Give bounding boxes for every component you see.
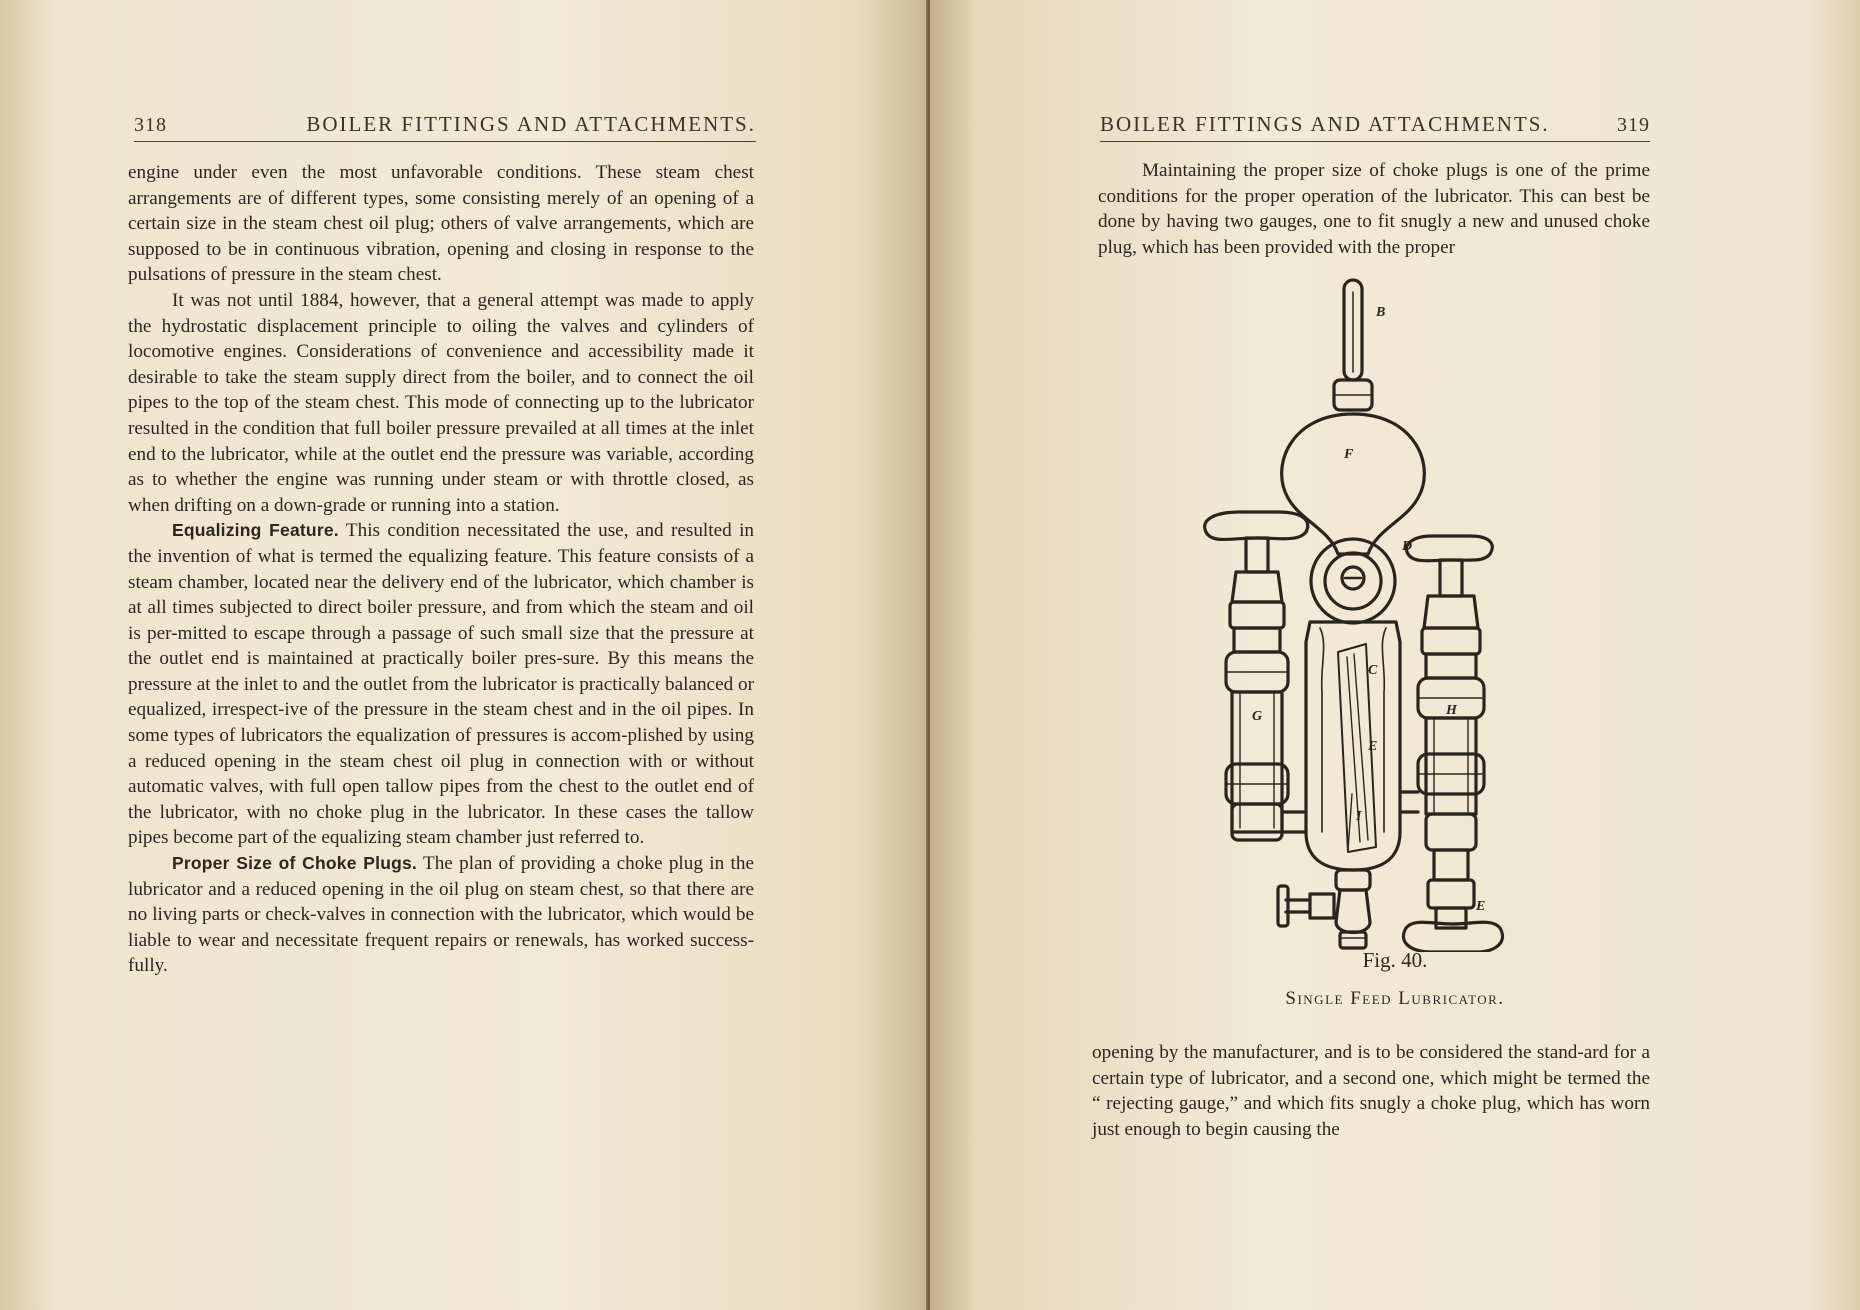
sidehead-equalizing-feature: Equalizing Feature. — [172, 520, 339, 541]
figure-number: Fig. 40. — [1362, 948, 1428, 972]
left-running-title: BOILER FITTINGS AND ATTACHMENTS. — [306, 112, 756, 136]
lubricator-illustration — [1170, 272, 1560, 952]
right-paragraph-top: Maintaining the proper size of choke plugs is one of the prime conditions for the proper operation of the lubricator. This can best be done by having two gauges, one to fit snugly a new and unused choke plug, which has been provided with the proper — [1098, 160, 1650, 258]
right-paragraph-bottom: opening by the manufacturer, and is to be considered the stand-ard for a certain type of lubricator, and a second one, which might be termed the “ rejecting gauge,” and which fits snugly a choke plug, which has worn just enough to begin causing the — [1092, 1042, 1650, 1140]
paragraph-text: The plan of providing a choke plug in the lubricator and a reduced opening in the oil plug on steam chest, so that there are no living parts or check-valves in connection with the lubricator, which would be liable to wear and necessitate frequent repairs or renewals, has worked success-fully. — [128, 853, 754, 977]
label-d: D — [1402, 539, 1413, 554]
label-i: I — [1356, 809, 1362, 824]
left-paragraph-2 — [128, 288, 754, 518]
label-b: B — [1376, 305, 1386, 320]
paragraph-text: engine under even the most unfavorable conditions. These steam chest arrangements are of different types, some consisting merely of an opening of a certain size in the steam chest oil plug; others of valve arrangements, which are supposed to be in continuous vibration, opening and closing in response to the pulsations of pressure in the steam chest. — [128, 162, 754, 286]
figure-caption-text: Single Feed Lubricator. — [1285, 988, 1505, 1009]
right-top-text — [1098, 158, 1650, 260]
label-g: G — [1252, 709, 1263, 724]
left-body-text — [128, 160, 754, 979]
left-paragraph-3 — [128, 518, 754, 851]
right-running-title: BOILER FITTINGS AND ATTACHMENTS. — [1100, 112, 1550, 136]
sidehead-choke-plugs: Proper Size of Choke Plugs. — [172, 853, 417, 874]
left-folio: 318 — [134, 114, 167, 136]
right-page — [930, 0, 1860, 1310]
right-folio: 319 — [1617, 114, 1650, 136]
left-paragraph-4 — [128, 851, 754, 979]
right-bottom-text — [1092, 1040, 1650, 1142]
paragraph-text: It was not until 1884, however, that a general attempt was made to apply the hydrostatic displacement principle to oiling the valves and cylinders of locomotive engines. Considerations of convenience and accessibility made it desirable to take the steam supply direct from the boiler, and to connect the oil pipes to the top of the steam chest. This mode of connecting up to the lubricator resulted in the condition that full boiler pressure prevailed at all times at the inlet end to the lubricator, while at the outlet end the pressure was variable, according as to whether the engine was running under steam or with throttle closed, as when drifting on a down-grade or running into a station. — [128, 289, 754, 516]
label-f: F — [1344, 447, 1354, 462]
label-c: C — [1368, 663, 1378, 678]
paragraph-text: This condition necessitated the use, and resulted in the invention of what is termed the equalizing feature. This feature consists of a steam chamber, located near the delivery end of the lubricator, which chamber is at all times subjected to direct boiler pressure, and from which the steam and oil is per-mitted to escape through a passage of such small size that the pressure at the outlet end is maintained at practically boiler pres-sure. By this means the pressure at the inlet to and the outlet from the lubricator is practically balanced or equalized, irrespect-ive of the pressure in the steam chest and in the oil pipes. In some types of lubricators the equalization of pressures is accom-plished by using a reduced opening in the steam chest oil plug in connection with or without automatic valves, with full open tallow pipes from the chest to the outlet end of the lubricator, with no choke plug in the lubricator. In these cases the tallow pipes become part of the equalizing steam chamber just referred to. — [128, 520, 755, 849]
left-running-head — [134, 108, 756, 142]
label-x: E — [1476, 899, 1486, 914]
figure-caption — [930, 988, 1860, 1010]
right-running-head — [1100, 108, 1650, 142]
left-paragraph-1 — [128, 160, 754, 288]
label-e: E — [1368, 739, 1378, 754]
label-h: H — [1446, 703, 1457, 718]
